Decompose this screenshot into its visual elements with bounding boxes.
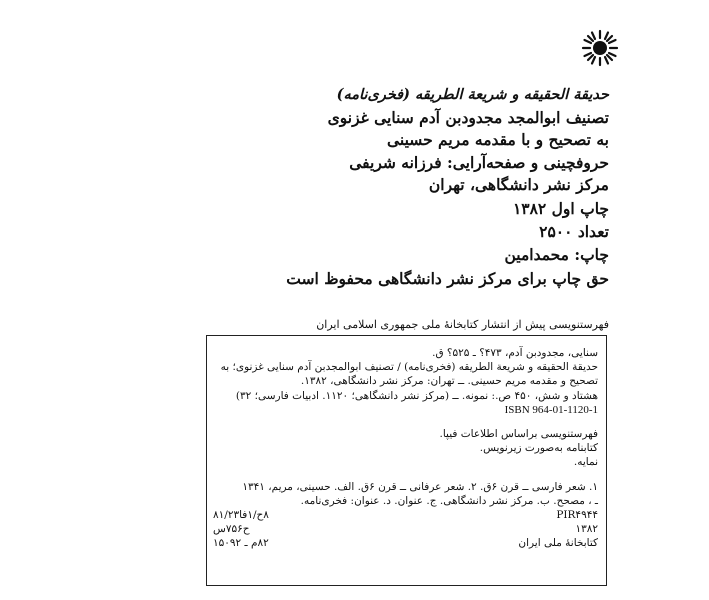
publisher-line: مرکز نشر دانشگاهی، تهران	[428, 175, 609, 194]
cip-record-box	[206, 335, 607, 586]
cip-note-index: نمایه.	[573, 456, 598, 469]
colophon	[189, 84, 609, 290]
cip-title-line: حدیقة الحقیقه و شریعة الطریقه (فخری‌نامه) / تصنیف ابوالمجدبن آدم سنایی غزنوی؛ به	[220, 361, 598, 374]
cip-record	[213, 346, 598, 551]
print-run-line: تعداد ۲۵۰۰	[539, 221, 609, 241]
cip-heading: فهرستنویسی پیش از انتشار کتابخانهٔ ملی جمهوری اسلامی ایران	[316, 318, 609, 331]
cip-subjects-line: ۱. شعر فارسی ــ قرن ۶ق. ۲. شعر عرفانی ــ قرن ۶ق. الف. حسینی، مریم، ۱۳۴۱	[242, 480, 598, 493]
cip-isbn: ISBN 964-01-1120-1	[504, 403, 598, 416]
book-title: حدیقة الحقیقه و شریعة الطریقه (فخری‌نامه)	[336, 86, 609, 103]
cip-imprint-line: تصحیح و مقدمه مریم حسینی. ــ تهران: مرکز نشر دانشگاهی، ۱۳۸۲.	[300, 375, 598, 388]
cip-note-bibliography: کتابنامه به‌صورت زیرنویس.	[479, 442, 598, 455]
cip-subjects-line-2: ـ ، مصحح. ب. مرکز نشر دانشگاهی. ج. عنوان. د. عنوان: فخری‌نامه.	[300, 494, 598, 507]
author-line: تصنیف ابوالمجد مجدودبن آدم سنایی غزنوی	[327, 107, 609, 127]
cip-class-row-1	[213, 508, 598, 522]
cip-year: ۱۳۸۲	[575, 523, 598, 536]
cip-library-name: کتابخانهٔ ملی ایران	[518, 537, 598, 550]
cip-record-number: ۸۲م ـ ۱۵۰۹۲	[213, 537, 269, 550]
cip-note-fipa: فهرستنویسی براساس اطلاعات فیپا.	[439, 428, 598, 441]
edition-line: چاپ اول ۱۳۸۲	[512, 198, 609, 218]
printer-line: چاپ: محمدامین	[504, 244, 609, 264]
copyright-line: حق چاپ برای مرکز نشر دانشگاهی محفوظ است	[286, 268, 609, 288]
cip-dewey-class: ۸ح/۱فا۸۱/۲۳	[213, 509, 269, 522]
cip-collation-line: هشتاد و شش، ۴۵۰ ص.: نمونه. ــ (مرکز نشر دانشگاهی؛ ۱۱۲۰. ادبیات فارسی؛ ۳۲)	[235, 389, 598, 402]
cip-main-entry: سنایی، مجدودبن آدم، ۴۷۳؟ ـ ۵۲۵؟ ق.	[432, 347, 598, 359]
cip-class-row-2	[213, 522, 598, 536]
editor-line: به تصحیح و با مقدمه مریم حسینی	[386, 130, 609, 149]
cip-cutter: ح۷۵۶س	[213, 523, 250, 536]
typesetting-line: حروفچینی و صفحه‌آرایی: فرزانه شریفی	[349, 152, 609, 172]
cip-lc-class: PIR۴۹۴۴	[556, 509, 598, 522]
publisher-logo-icon	[580, 28, 620, 68]
cip-class-row-3	[213, 536, 598, 550]
